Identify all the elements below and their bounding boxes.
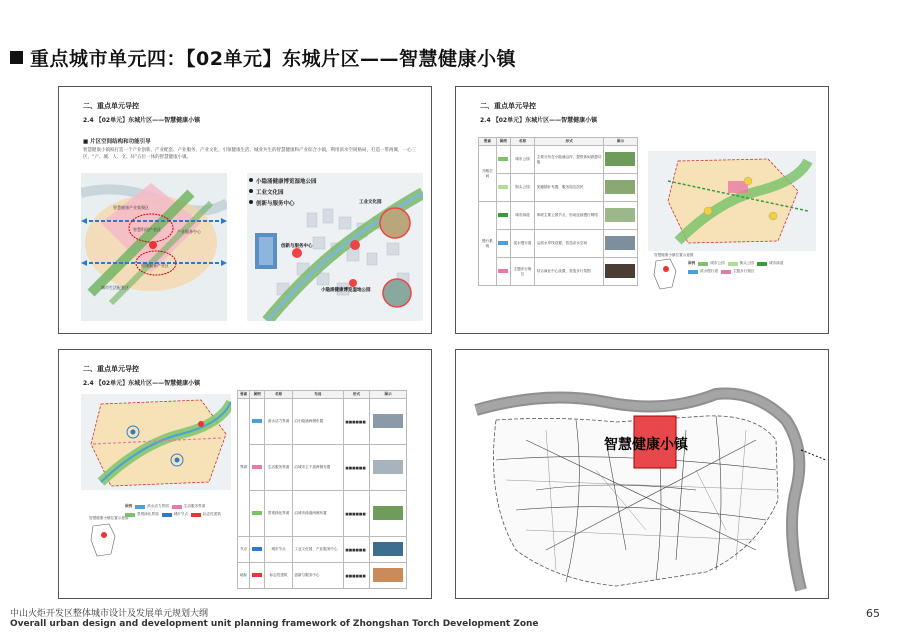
- th-element: 要素: [238, 391, 250, 399]
- slide2-heading: 二、重点单元导控: [480, 102, 536, 110]
- legend-item-2: 工业文化园: [249, 188, 317, 196]
- th-figure: 图示: [603, 138, 637, 146]
- th-figure: 图示: [370, 391, 407, 399]
- th-form: 形式: [535, 138, 604, 146]
- table-row: 节点 城市节点 工业文化园、产业服务中心 ■■■■■■: [238, 537, 407, 563]
- aerial-label-1: 创新与服务中心: [281, 244, 313, 249]
- slide3-subheading: 2.4 【02单元】东城片区——智慧健康小镇: [83, 380, 201, 387]
- slide-location-map: [455, 349, 829, 599]
- location-inset-map: [652, 257, 678, 291]
- th-element: 要素: [479, 138, 497, 146]
- slide3-heading: 二、重点单元导控: [83, 365, 139, 373]
- page-title-text: 重点城市单元四：【02单元】东城片区——智慧健康小镇: [30, 48, 516, 70]
- map-label-3: 产业服务中心: [177, 229, 201, 234]
- legend-title: 图例: [688, 261, 696, 265]
- footer-english: Overall urban design and development unit planning framework of Zhongshan Torch Development Zone: [10, 619, 539, 629]
- table-row: 界面 滨水活力界面 沿小隐涌两侧布置 ■■■■■■: [238, 399, 407, 445]
- table-row: 景观绿化界面 沿城市绿道两侧布置 ■■■■■■: [238, 491, 407, 537]
- map-label-1: 智慧健康产业集聚区: [113, 205, 149, 210]
- slide1-legend: [249, 177, 317, 210]
- th-legend: 图例: [496, 138, 510, 146]
- title-square-icon: [10, 51, 23, 64]
- group-cell: 地标: [238, 563, 250, 589]
- aerial-label-3: 工业文化园: [359, 200, 382, 205]
- table-row: 慢行系统 城市绿道 串联主要公园节点，形成连续慢行网络: [479, 202, 638, 230]
- slide1-heading: 二、重点单元导控: [83, 102, 139, 110]
- th-legend: 图例: [250, 391, 265, 399]
- page-title: [10, 44, 516, 71]
- aerial-label-2: 小隐涌健康博览湿地公园: [321, 288, 371, 293]
- group-cell: 开敞空间: [479, 146, 497, 202]
- location-inset-map-2: [89, 522, 117, 558]
- slide1-bullet: ■ 片区空间结构和功能引导: [83, 139, 151, 145]
- open-space-table: [478, 137, 638, 286]
- th-name: 名称: [265, 391, 293, 399]
- table-row: 开敞空间 城市公园 主要分布在小隐涌沿岸，提供休闲游憩功能: [479, 146, 638, 174]
- slide-open-space-guidance: [455, 86, 829, 334]
- table-row: 主题步行街区 结合商业中心设置，营造步行氛围: [479, 258, 638, 286]
- slide2-map-caption: 智慧健康小镇位置示意图: [654, 253, 694, 257]
- table-row: 街头公园 见缝插针布置，服务周边居民: [479, 174, 638, 202]
- interface-table: [237, 390, 407, 589]
- open-space-map: [648, 151, 816, 251]
- slide2-legend: 图例 城市公园 街头公园 城市绿道 滨水慢行道 主题步行街区: [688, 261, 784, 273]
- table-row: 生活服务界面 沿城市主干道两侧布置 ■■■■■■: [238, 445, 407, 491]
- town-label: 智慧健康小镇: [604, 437, 688, 453]
- table-row: 地标 标志性建筑 创新与服务中心 ■■■■■■: [238, 563, 407, 589]
- footer-chinese: 中山火炬开发区整体城市设计及发展单元规划大纲: [10, 609, 209, 619]
- legend-item-1: 小隐涌健康博览湿地公园: [249, 177, 317, 185]
- slide1-text: 智慧健康小镇拟打造一个产业创新、产业配套、产业服务、产业文化、引领健康生活、城业共生的智慧健康和产业综合小镇，利用滨水空间格局，打造一带两翼，一心三区，“产、城、人、文、环”五位一体的智慧健康小镇。: [83, 148, 416, 160]
- group-cell: 节点: [238, 537, 250, 563]
- legend-item-3: 创新与服务中心: [249, 199, 317, 207]
- map-label-5: 城市生活配套区: [101, 285, 129, 290]
- th-name: 名称: [510, 138, 535, 146]
- map-label-4: 健康服务产业区: [141, 263, 169, 268]
- slide-structure-guidance: [58, 86, 432, 334]
- table-row: 滨水慢行道 沿滨水岸线设置，营造亲水空间: [479, 230, 638, 258]
- group-cell: 慢行系统: [479, 202, 497, 286]
- slide-interface-guidance: [58, 349, 432, 599]
- page-number: 65: [866, 607, 880, 620]
- slide1-subheading: 2.4 【02单元】东城片区——智慧健康小镇: [83, 117, 201, 124]
- group-cell: 界面: [238, 399, 250, 537]
- legend-title: 图例: [125, 504, 133, 508]
- slide3-legend: 图例 滨水活力界面 生活服务界面 景观绿化界面 城市节点 标志性建筑: [125, 504, 221, 516]
- interface-map: [81, 394, 231, 490]
- structure-map: [81, 173, 227, 321]
- map-label-2: 智慧科创产业区: [133, 227, 161, 232]
- district-location-map: [456, 350, 829, 599]
- th-layout: 布局: [292, 391, 343, 399]
- slide2-subheading: 2.4 【02单元】东城片区——智慧健康小镇: [480, 117, 598, 124]
- th-form: 形式: [343, 391, 369, 399]
- slide3-map-caption: 智慧健康小镇位置示意图: [89, 516, 129, 520]
